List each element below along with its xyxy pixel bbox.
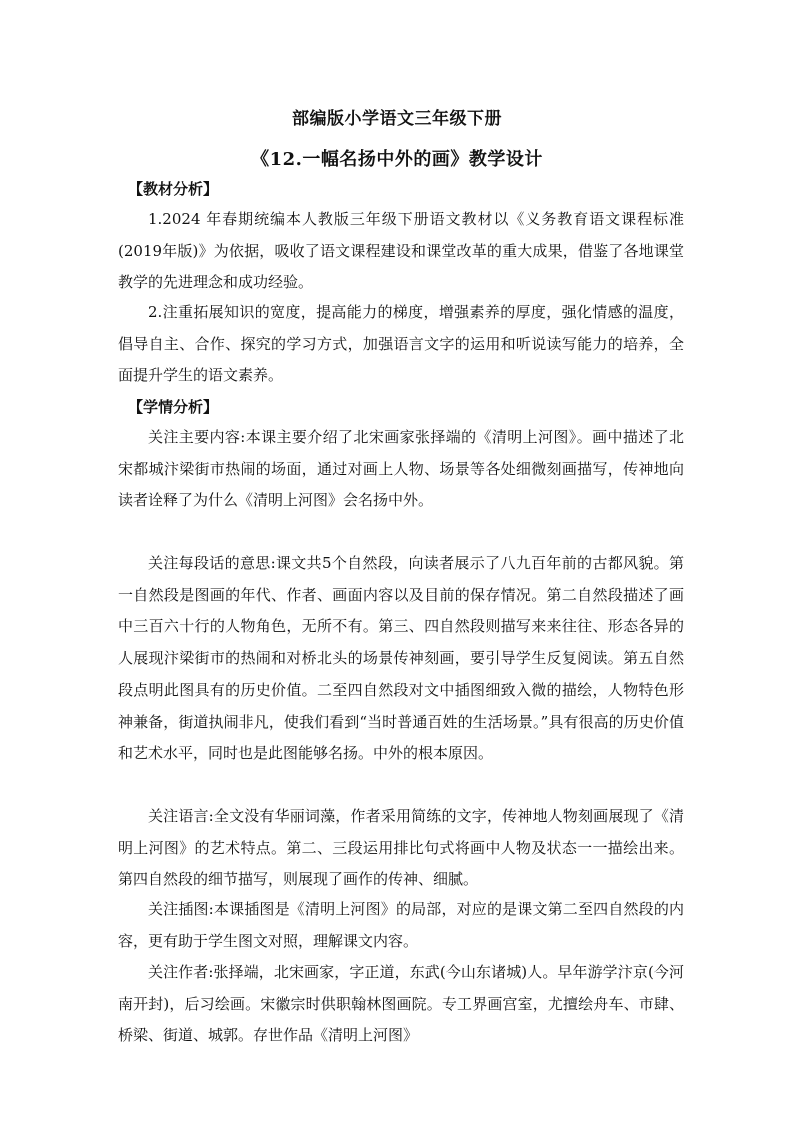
document-title-line1: 部编版小学语文三年级下册 (292, 109, 502, 129)
paragraph: 关注每段话的意思:课文共5个自然段，向读者展示了八九百年前的古都风貌。第一自然段是图画的年代、作者、画面内容以及目前的保存情况。第二自然段描述了画中三百六十行的人物角色，无所不有。第三、四自然段则描写来来往往、形态各异的人展现汴梁街市的热闹和对桥北头的场景传神刻画，要引导学生反复阅读。第五自然段点明此图具有的历史价值。二至四自然段对文中插图细致入微的描绘，人物特色形神兼备，街道执闹非凡，使我们看到“当时普通百姓的生活场景。”具有很高的历史价值和艺术水平，同时也是此图能够名扬。中外的根本原因。 (118, 554, 684, 763)
paragraph: 1.2024 年春期统编本人教版三年级下册语文教材以《义务教育语文课程标准(2019年版)》为依据，吸收了语文课程建设和课堂改革的重大成果，借鉴了各地课堂教学的先进理念和成功经验。 (118, 210, 684, 292)
section-heading-textbook-analysis: 【教材分析】 (128, 180, 219, 198)
document-title-line2: 《12.一幅名扬中外的画》教学设计 (251, 149, 543, 170)
paragraph: 关注语言:全文没有华丽词藻，作者采用简练的文字，传神地人物刻画展现了《清明上河图》的艺术特点。第二、三段运用排比句式将画中人物及状态一一描绘出来。第四自然段的细节描写，则展现了画作的传神、细腻。 (118, 807, 684, 889)
paragraph: 2.注重拓展知识的宽度，提高能力的梯度，增强素养的厚度，强化情感的温度，倡导自主、合作、探究的学习方式，加强语言文字的运用和听说读写能力的培养，全面提升学生的语文素养。 (118, 303, 684, 385)
paragraph: 关注插图:本课插图是《清明上河图》的局部，对应的是课文第二至四自然段的内容，更有助于学生图文对照，理解课文内容。 (118, 900, 684, 950)
paragraph: 关注主要内容:本课主要介绍了北宋画家张择端的《清明上河图》。画中描述了北宋都城汴梁街市热闹的场面，通过对画上人物、场景等各处细微刻画描写，传神地向读者诠释了为什么《清明上河图》会名扬中外。 (118, 428, 684, 510)
paragraph: 关注作者:张择端，北宋画家，字正道，东武(今山东诸城)人。早年游学汴京(今河南开封)，后习绘画。宋徽宗时供职翰林图画院。专工界画宫室，尤擅绘舟车、市肆、桥梁、街道、城郭。存世作品《清明上河图》 (118, 963, 684, 1045)
section-heading-learner-analysis: 【学情分析】 (128, 398, 219, 416)
